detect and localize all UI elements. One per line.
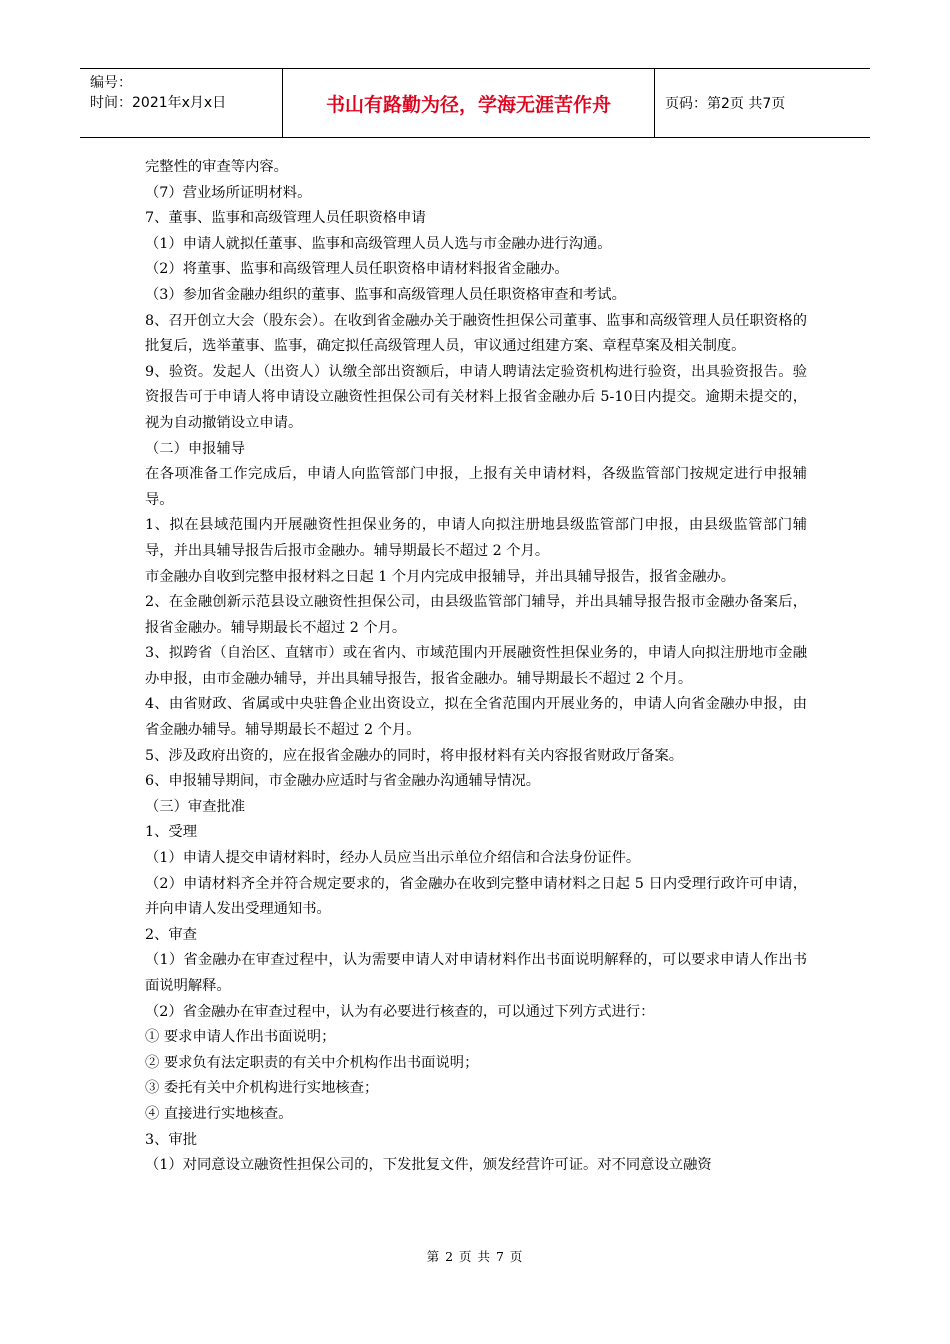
paragraph: 1、受理 <box>145 824 197 841</box>
paragraph: （1）申请人就拟任董事、监事和高级管理人员人选与市金融办进行沟通。 <box>145 235 612 252</box>
paragraph: 9、验资。发起人（出资人）认缴全部出资额后，申请人聘请法定验资机构进行验资，出具验资报告。验资报告可于申请人将申请设立融资性担保公司有关材料上报省金融办后 5-10日内提交。逾期未提交的，视为自动撤销设立申请。 <box>145 363 807 431</box>
paragraph: 7、董事、监事和高级管理人员任职资格申请 <box>145 210 426 227</box>
paragraph: （1）对同意设立融资性担保公司的，下发批复文件，颁发经营许可证。对不同意设立融资 <box>145 1157 712 1174</box>
paragraph: 3、拟跨省（自治区、直辖市）或在省内、市域范围内开展融资性担保业务的，申请人向拟注册地市金融办申报，由市金融办辅导，并出具辅导报告，报省金融办。辅导期最长不超过 2 个月。 <box>145 645 807 687</box>
list-item: ② 要求负有法定职责的有关中介机构作出书面说明； <box>145 1054 479 1071</box>
header-time-label: 时间：2021年x月x日 <box>90 95 227 111</box>
paragraph: 3、审批 <box>145 1131 197 1148</box>
paragraph: 市金融办自收到完整申报材料之日起 1 个月内完成申报辅导，并出具辅导报告，报省金融办。 <box>145 568 736 585</box>
paragraph: （7）营业场所证明材料。 <box>145 184 312 201</box>
paragraph: （2）申请材料齐全并符合规定要求的，省金融办在收到完整申请材料之日起 5 日内受理行政许可申请，并向申请人发出受理通知书。 <box>145 875 807 918</box>
header-meta-cell <box>80 69 283 137</box>
paragraph: 5、涉及政府出资的，应在报省金融办的同时，将申报材料有关内容报省财政厅备案。 <box>145 747 684 764</box>
paragraph: （3）参加省金融办组织的董事、监事和高级管理人员任职资格审查和考试。 <box>145 286 626 303</box>
paragraph: 2、在金融创新示范县设立融资性担保公司，由县级监管部门辅导，并出具辅导报告报市金融办备案后，报省金融办。辅导期最长不超过 2 个月。 <box>145 594 807 636</box>
document-body <box>145 155 807 1179</box>
list-item: ④ 直接进行实地核查。 <box>145 1105 293 1122</box>
paragraph: 1、拟在县域范围内开展融资性担保业务的，申请人向拟注册地县级监管部门申报，由县级监管部门辅导，并出具辅导报告后报市金融办。辅导期最长不超过 2 个月。 <box>145 517 807 559</box>
page-header <box>80 68 870 138</box>
paragraph: 在各项准备工作完成后，申请人向监管部门申报，上报有关申请材料，各级监管部门按规定进行申报辅导。 <box>145 466 807 508</box>
paragraph: 4、由省财政、省属或中央驻鲁企业出资设立，拟在全省范围内开展业务的，申请人向省金融办申报，由省金融办辅导。辅导期最长不超过 2 个月。 <box>145 696 807 739</box>
section-heading: （三）审查批准 <box>145 798 246 815</box>
paragraph: （2）将董事、监事和高级管理人员任职资格申请材料报省金融办。 <box>145 261 569 278</box>
list-item: ① 要求申请人作出书面说明； <box>145 1029 336 1046</box>
paragraph: 2、审查 <box>145 926 197 943</box>
header-number-label: 编号： <box>90 75 132 91</box>
paragraph: （1）申请人提交申请材料时，经办人员应当出示单位介绍信和合法身份证件。 <box>145 850 641 867</box>
list-item: ③ 委托有关中介机构进行实地核查； <box>145 1080 379 1097</box>
paragraph: （1）省金融办在审查过程中，认为需要申请人对申请材料作出书面说明解释的，可以要求申请人作出书面说明解释。 <box>145 952 807 994</box>
header-motto: 书山有路勤为径，学海无涯苦作舟 <box>283 69 655 137</box>
page-footer-number: 第 2 页 共 7 页 <box>426 1249 524 1264</box>
paragraph: 完整性的审查等内容。 <box>145 159 288 175</box>
paragraph: （2）省金融办在审查过程中，认为有必要进行核查的，可以通过下列方式进行： <box>145 1003 655 1020</box>
header-page-label: 页码：第2页 共7页 <box>665 96 786 112</box>
paragraph: 6、申报辅导期间，市金融办应适时与省金融办沟通辅导情况。 <box>145 773 541 790</box>
paragraph: 8、召开创立大会（股东会）。在收到省金融办关于融资性担保公司董事、监事和高级管理人员任职资格的批复后，选举董事、监事，确定拟任高级管理人员，审议通过组建方案、章程草案及相关制度。 <box>145 312 807 355</box>
section-heading: （二）申报辅导 <box>145 440 246 457</box>
